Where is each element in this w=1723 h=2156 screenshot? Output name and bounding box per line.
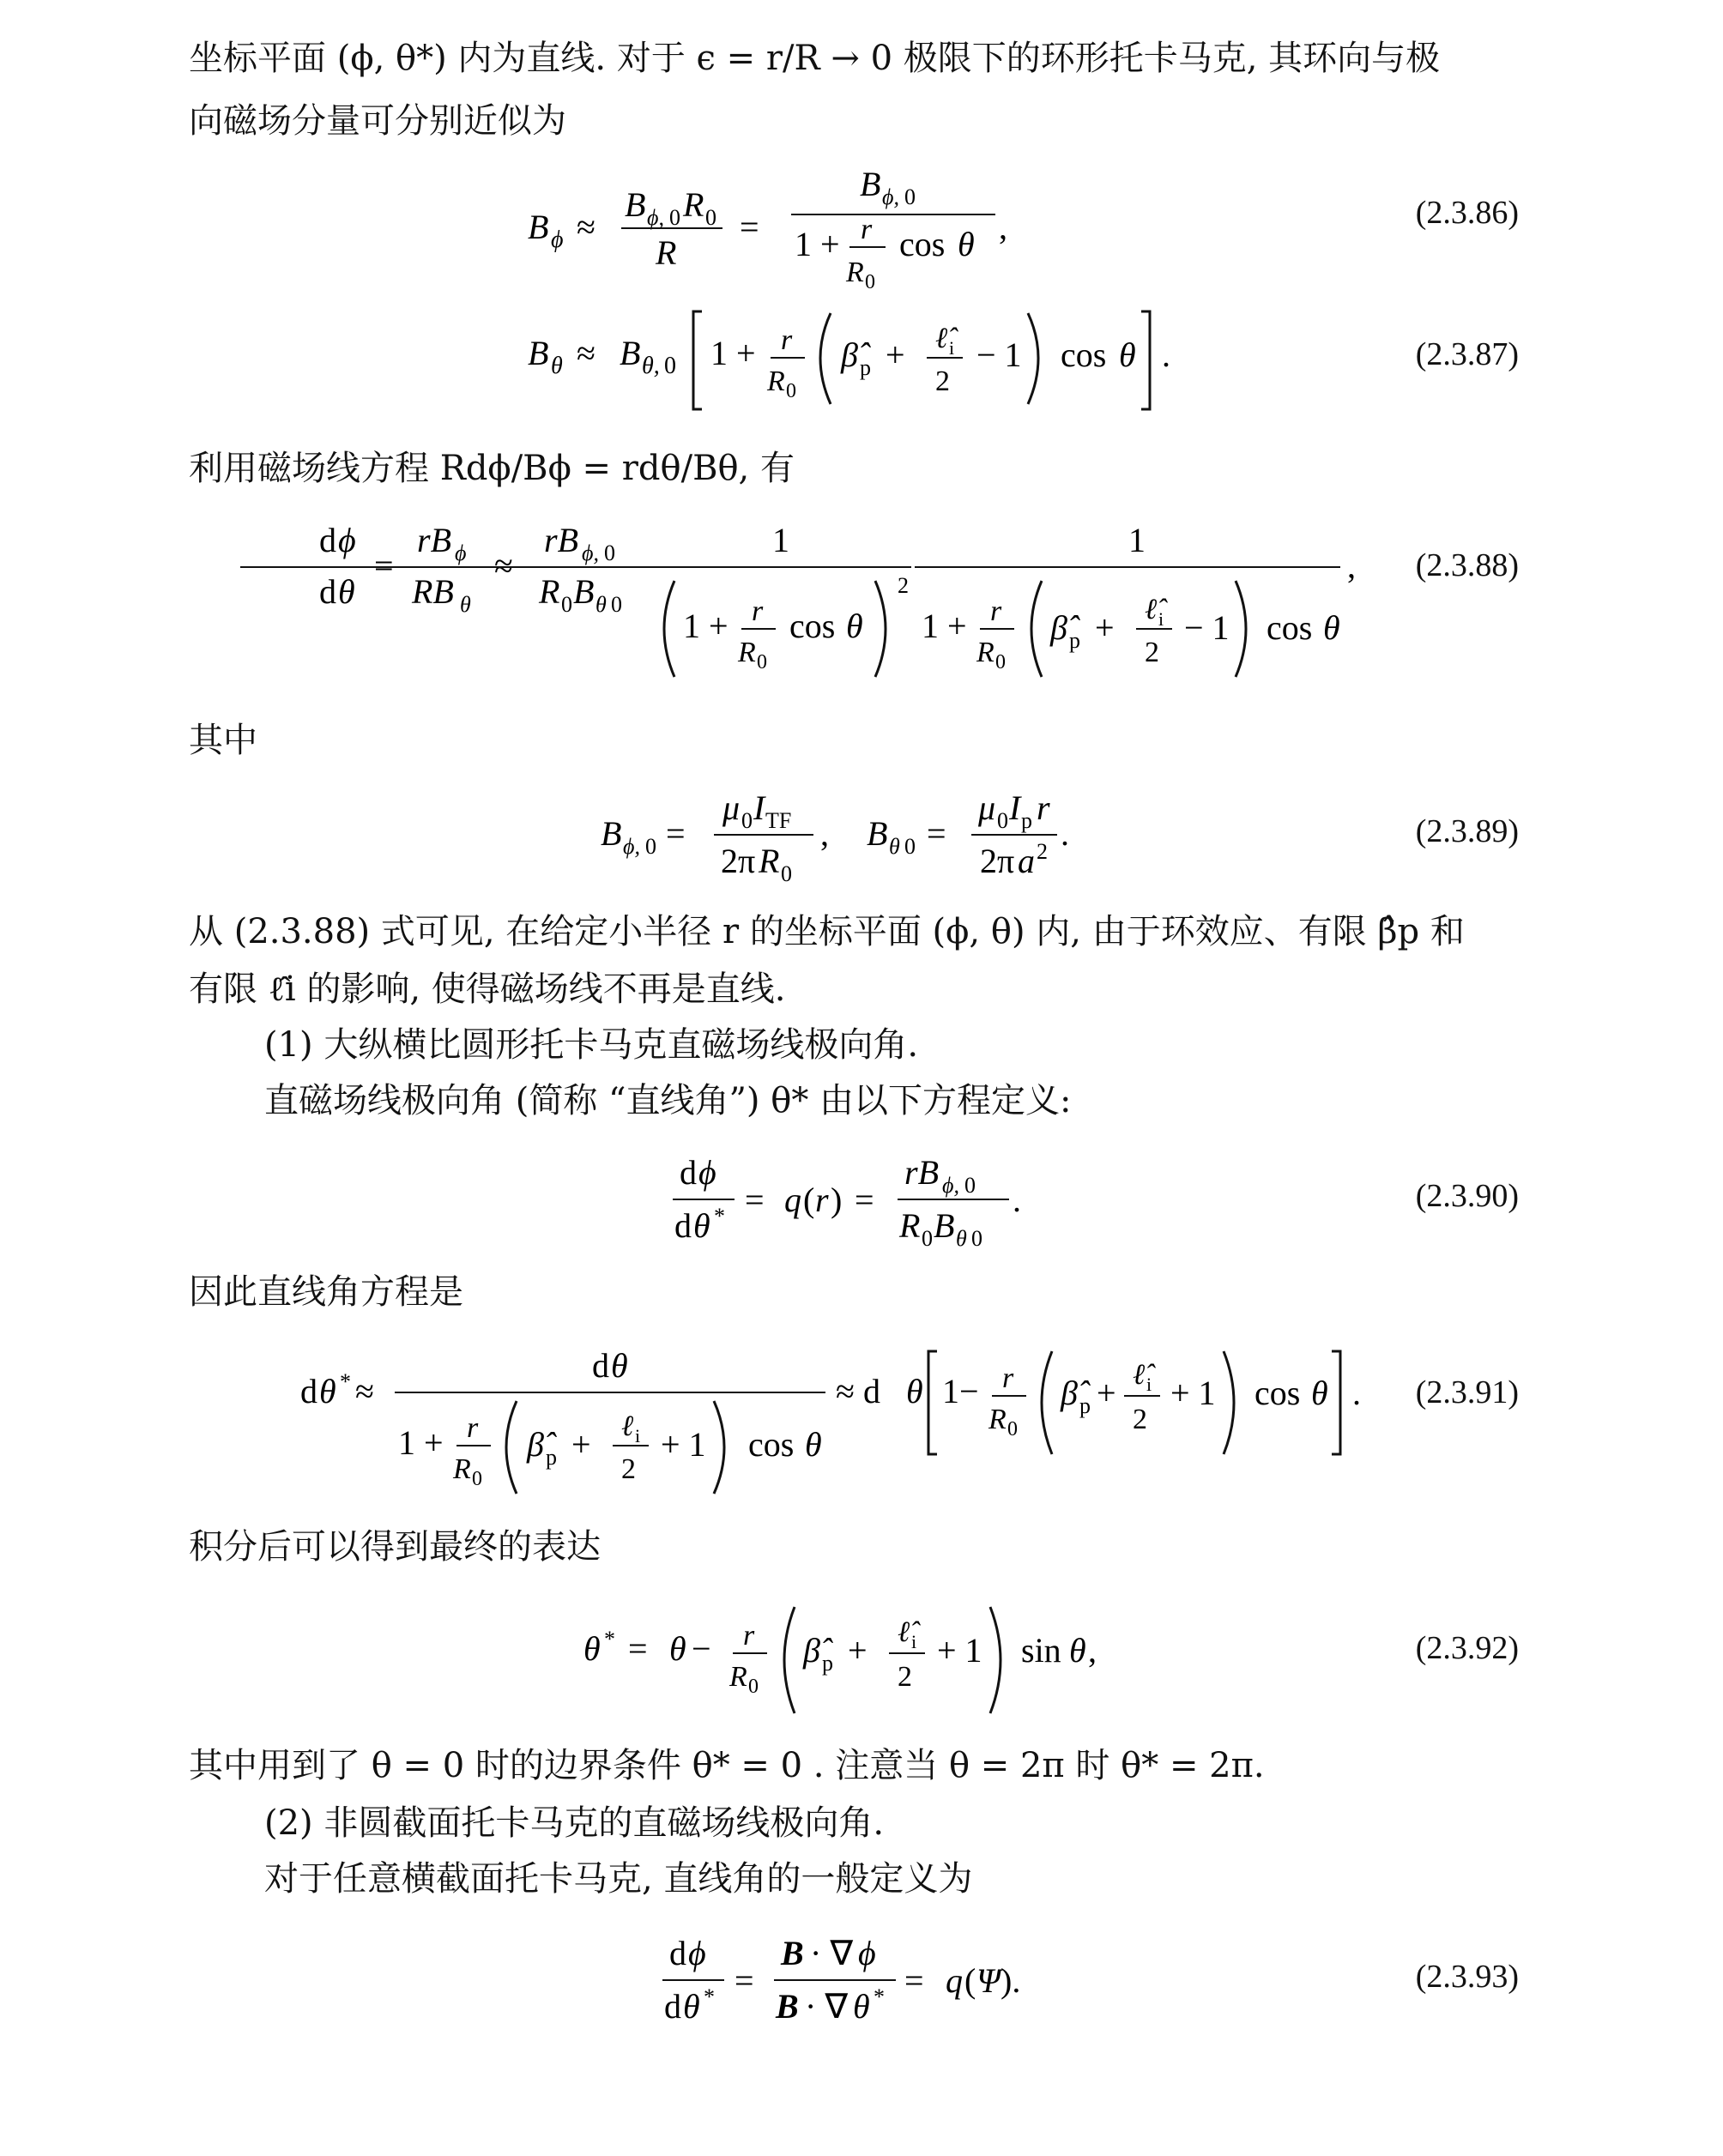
svg-text:≈: ≈ [577,334,595,372]
paragraph-field-line-equation: 利用磁场线方程 Rdϕ/Bϕ = rdθ/Bθ, 有 [189,449,795,488]
svg-text:B: B [620,334,641,372]
svg-text:i: i [1158,608,1164,630]
svg-text:.: . [1061,814,1069,853]
equation-2-3-86-formula [240,163,1356,300]
paragraph-intro-line1: 坐标平面 (ϕ, θ*) 内为直线. 对于 ϵ = r/R → 0 极限下的环形托卡马克, 其环向与极 [189,39,1441,78]
svg-text:0: 0 [472,1468,482,1490]
svg-text:0: 0 [741,808,753,833]
svg-text:θ: θ [805,1425,822,1464]
svg-text:ϕ: ϕ [455,541,467,565]
svg-text:1: 1 [772,521,789,559]
svg-text:(: ( [964,1961,976,2000]
svg-text:i: i [635,1425,641,1446]
svg-text:cos: cos [789,607,836,645]
svg-text:i: i [911,1631,917,1652]
svg-text:R: R [683,185,704,224]
svg-text:cos: cos [1267,608,1313,647]
svg-text:=: = [740,208,759,246]
svg-text:=: = [374,547,394,585]
svg-text:+: + [1097,1374,1116,1412]
svg-text:R: R [976,637,995,668]
svg-text:+: + [1095,608,1115,647]
svg-text:0: 0 [922,1226,933,1251]
svg-text:0: 0 [865,271,875,293]
svg-text:θ: θ [1119,335,1136,374]
svg-text:i: i [949,337,955,359]
svg-text:B: B [601,814,622,853]
svg-text:θ: θ [693,1206,710,1245]
svg-text:β̂: β̂ [1061,1374,1078,1412]
equation-number-92: (2.3.92) [1415,1630,1519,1666]
equation-2-3-86 [240,163,1519,300]
svg-text:R: R [899,1206,921,1245]
svg-text:d: d [674,1206,692,1245]
svg-text:θ: θ [583,1629,601,1668]
paragraph-definition: 直磁场线极向角 (简称 “直线角”) θ* 由以下方程定义: [264,1081,1072,1120]
svg-text:R: R [738,637,756,668]
svg-text:2: 2 [1145,637,1159,668]
svg-text:2: 2 [935,365,950,397]
svg-text:=: = [904,1961,924,2000]
svg-text:R: R [656,233,677,272]
svg-text:0: 0 [904,834,916,859]
equation-2-3-93 [240,1922,1519,2033]
equation-2-3-91-formula [240,1326,1442,1497]
equation-number-90: (2.3.90) [1415,1178,1519,1214]
svg-text:2: 2 [898,1661,912,1693]
equation-2-3-92-formula [240,1591,1356,1720]
svg-text:· ∇: · ∇ [805,1987,849,2026]
svg-text:θ: θ [906,1372,923,1410]
svg-text:q: q [784,1181,801,1219]
section-heading-1: (1) 大纵横比圆形托卡马克直磁场线极向角. [264,1025,919,1065]
svg-text:R: R [539,572,560,611]
svg-text:p: p [1079,1393,1091,1418]
svg-text:(: ( [803,1181,815,1219]
equation-number-87: (2.3.87) [1415,336,1519,372]
svg-text:ℓ̂: ℓ̂ [1145,594,1158,625]
svg-text:2: 2 [1133,1404,1147,1435]
svg-text:*: * [604,1627,615,1652]
svg-text:r: r [781,324,793,356]
svg-text:*: * [874,1984,885,2009]
equation-2-3-90 [240,1141,1519,1253]
svg-text:cos: cos [1254,1374,1301,1412]
svg-text:B: B [867,814,888,853]
svg-text:θ: θ [551,353,563,379]
svg-text:β̂: β̂ [1050,608,1067,647]
svg-text:+ 1: + 1 [937,1631,982,1670]
paragraph-where: 其中 [189,721,257,760]
svg-text:≈ d: ≈ d [836,1372,880,1410]
svg-text:0: 0 [786,380,796,402]
svg-text:1 +: 1 + [795,225,840,263]
svg-text:p: p [860,355,871,380]
svg-text:ϕ,: ϕ, [623,834,640,859]
svg-text:ϕ: ϕ [688,1934,706,1972]
svg-text:).: ). [1001,1961,1021,2000]
svg-text:*: * [340,1369,351,1394]
svg-text:a: a [1018,842,1035,880]
svg-text:0: 0 [645,834,656,859]
svg-text:*: * [714,1204,725,1229]
svg-text:θ: θ [1069,1631,1086,1670]
svg-text:β̂: β̂ [841,335,858,374]
svg-text:=: = [745,1181,765,1219]
svg-text:θ: θ [853,1987,870,2026]
equation-2-3-93-formula [240,1922,1356,2033]
svg-text:+: + [886,335,905,374]
svg-text:B: B [934,1206,955,1245]
svg-text:θ: θ [1323,608,1340,647]
svg-text:θ: θ [846,607,863,645]
svg-text:≈: ≈ [494,547,513,585]
svg-text:ℓ̂: ℓ̂ [898,1616,910,1648]
svg-text:0: 0 [1007,1418,1018,1440]
svg-text:ϕ,: ϕ, [882,184,899,209]
svg-text:R: R [767,365,785,397]
svg-text:0: 0 [971,1226,982,1251]
svg-text:r: r [467,1412,479,1444]
svg-text:μ: μ [722,788,741,827]
svg-text:ϕ,: ϕ, [647,205,664,230]
svg-text:=: = [855,1181,874,1219]
svg-text:I: I [753,788,765,827]
svg-text:ϕ,: ϕ, [942,1173,959,1198]
svg-text:+ 1: + 1 [661,1425,706,1464]
svg-text:cos: cos [1061,335,1107,374]
svg-text:β̂: β̂ [803,1631,820,1670]
svg-text:θ: θ [669,1629,686,1668]
svg-text:0: 0 [669,205,680,230]
svg-text:ℓ̂: ℓ̂ [1133,1359,1146,1391]
svg-text:r: r [743,1620,755,1652]
svg-text:θ: θ [956,1226,967,1251]
svg-text:B: B [625,185,646,224]
equation-2-3-91 [240,1326,1519,1497]
svg-text:d: d [664,1987,681,2026]
svg-text:.: . [1162,335,1170,374]
svg-text:=: = [735,1961,754,2000]
svg-text:· ∇: · ∇ [810,1934,854,1972]
svg-text:θ: θ [460,592,471,617]
svg-text:0: 0 [705,205,716,230]
svg-text:+ 1: + 1 [1170,1374,1216,1412]
paragraph-boundary-condition: 其中用到了 θ = 0 时的边界条件 θ* = 0 . 注意当 θ = 2π 时 θ* = 2π. [189,1746,1265,1785]
svg-text:0: 0 [964,1173,976,1198]
svg-text:R: R [988,1404,1007,1435]
svg-text:*: * [704,1984,715,2009]
svg-text:): ) [831,1181,843,1219]
svg-text:θ: θ [595,592,607,617]
svg-text:d: d [669,1934,686,1972]
svg-text:ℓ: ℓ [621,1410,634,1442]
svg-text:p: p [1069,628,1080,653]
svg-text:R: R [453,1453,471,1485]
equation-2-3-89-formula [240,776,1356,888]
svg-text:2: 2 [898,573,909,598]
svg-text:=: = [666,814,686,853]
svg-text:− 1: − 1 [1184,608,1230,647]
equation-2-3-88 [240,510,1519,695]
section-heading-2: (2) 非圆截面托卡马克的直磁场线极向角. [264,1803,885,1843]
svg-text:=: = [628,1629,648,1668]
svg-text:B: B [528,334,549,372]
svg-text:d: d [300,1372,317,1410]
svg-text:+: + [848,1631,868,1670]
svg-text:.: . [1352,1374,1361,1412]
svg-text:B: B [860,165,881,203]
svg-text:0: 0 [904,184,916,209]
svg-text:r: r [752,595,764,627]
svg-text:μ: μ [978,788,996,827]
equation-2-3-90-formula [240,1141,1356,1253]
svg-text:1 +: 1 + [922,607,967,645]
svg-text:θ: θ [611,1346,628,1385]
svg-text:,: , [999,208,1007,246]
svg-text:ϕ: ϕ [338,521,356,559]
paragraph-observation-line1: 从 (2.3.88) 式可见, 在给定小半径 r 的坐标平面 (ϕ, θ) 内, 由于环效应、有限 β̂p 和 [189,912,1465,951]
equation-2-3-87 [240,305,1519,425]
svg-text:sin: sin [1021,1631,1061,1670]
equation-2-3-89 [240,776,1519,888]
svg-text:≈: ≈ [355,1372,374,1410]
svg-text:− 1: − 1 [976,335,1022,374]
svg-text:θ: θ [319,1372,336,1410]
svg-text:0: 0 [781,861,792,886]
svg-text:2π: 2π [980,842,1015,880]
svg-text:r: r [1002,1362,1014,1394]
svg-text:r: r [1037,788,1050,827]
svg-text:0: 0 [611,592,622,617]
svg-text:1 +: 1 + [683,607,728,645]
paragraph-therefore: 因此直线角方程是 [189,1272,463,1312]
svg-text:0: 0 [757,651,767,673]
svg-text:1−: 1− [942,1372,979,1410]
svg-text:+: + [571,1425,591,1464]
svg-text:θ: θ [889,834,900,859]
svg-text:p: p [546,1445,557,1470]
svg-text:R: R [729,1661,747,1693]
svg-text:2: 2 [621,1453,636,1485]
svg-text:B: B [781,1934,804,1972]
svg-text:rB: rB [544,521,578,559]
svg-text:1: 1 [1128,521,1146,559]
svg-text:1 +: 1 + [710,334,756,372]
svg-text:B: B [528,208,549,246]
svg-text:Ψ: Ψ [976,1961,1001,2000]
equation-2-3-92 [240,1591,1519,1720]
svg-text:θ: θ [1311,1374,1328,1412]
svg-text:B: B [573,572,595,611]
equation-number-86: (2.3.86) [1415,195,1519,231]
paragraph-intro-line2: 向磁场分量可分别近似为 [189,101,566,141]
paragraph-general-definition: 对于任意横截面托卡马克, 直线角的一般定义为 [264,1859,973,1899]
svg-text:0: 0 [748,1676,759,1698]
svg-text:1 +: 1 + [398,1423,444,1462]
svg-text:θ: θ [338,572,355,611]
svg-text:=: = [927,814,946,853]
svg-text:ϕ: ϕ [698,1153,716,1192]
svg-text:θ: θ [958,225,975,263]
svg-text:d: d [319,521,336,559]
svg-text:B: B [776,1987,799,2026]
paragraph-observation-line2: 有限 ℓ̂i 的影响, 使得磁场线不再是直线. [189,969,786,1009]
svg-text:ℓ̂: ℓ̂ [935,323,948,354]
equation-2-3-87-formula [240,305,1356,425]
equation-number-91: (2.3.91) [1415,1374,1519,1410]
equation-number-88: (2.3.88) [1415,547,1519,583]
equation-number-89: (2.3.89) [1415,813,1519,849]
svg-text:0: 0 [995,651,1006,673]
equation-number-93: (2.3.93) [1415,1959,1519,1995]
svg-text:0: 0 [604,541,615,565]
svg-text:0: 0 [664,353,676,379]
svg-text:RB: RB [412,572,454,611]
svg-text:θ,: θ, [642,353,660,379]
svg-text:q: q [946,1961,963,2000]
svg-text:rB: rB [417,521,451,559]
svg-text:.: . [1013,1181,1021,1219]
svg-text:ϕ: ϕ [858,1934,876,1972]
svg-text:,: , [1088,1631,1097,1670]
svg-text:ϕ,: ϕ, [582,541,599,565]
equation-2-3-88-formula [240,510,1442,695]
svg-text:d: d [592,1346,609,1385]
svg-text:≈: ≈ [577,208,595,246]
svg-text:p: p [1021,808,1032,833]
svg-text:r: r [861,214,873,245]
svg-text:rB: rB [904,1153,939,1192]
svg-text:r: r [990,595,1002,627]
svg-text:ϕ: ϕ [551,226,564,253]
svg-text:,: , [1347,547,1356,585]
svg-text:β̂: β̂ [527,1425,544,1464]
svg-text:,: , [820,814,829,853]
svg-text:2π: 2π [721,842,756,880]
svg-text:d: d [680,1153,697,1192]
svg-text:R: R [846,257,864,288]
svg-text:cos: cos [748,1425,795,1464]
svg-text:I: I [1009,788,1021,827]
svg-text:R: R [759,842,780,880]
svg-text:−: − [692,1629,711,1668]
svg-text:θ: θ [683,1987,700,2026]
svg-text:i: i [1146,1374,1152,1395]
svg-text:2: 2 [1037,839,1048,864]
svg-text:0: 0 [997,808,1008,833]
svg-text:d: d [319,572,336,611]
svg-text:TF: TF [765,808,792,833]
svg-text:0: 0 [561,592,572,617]
svg-text:r: r [815,1181,829,1219]
paragraph-integration: 积分后可以得到最终的表达 [189,1527,601,1567]
svg-text:cos: cos [899,225,946,263]
svg-text:p: p [822,1651,833,1676]
